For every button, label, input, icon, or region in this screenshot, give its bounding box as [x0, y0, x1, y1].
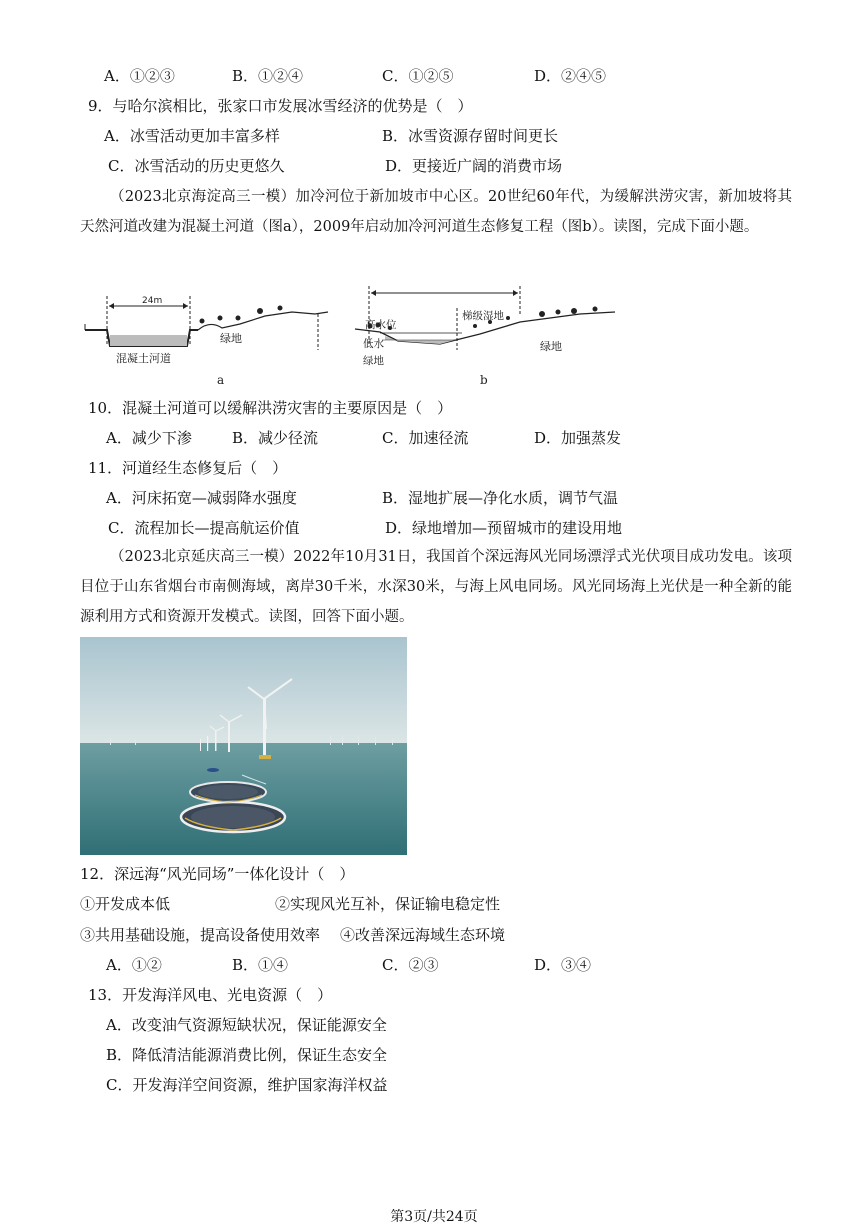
- figure-b-caption: b: [480, 373, 488, 387]
- figure-b-green-left-label: 绿地: [363, 355, 384, 367]
- q12-item-1: ①开发成本低: [80, 895, 171, 913]
- q13-option-c: C．开发海洋空间资源，维护国家海洋权益: [106, 1076, 388, 1094]
- q13-stem: 13．开发海洋风电、光电资源（ ）: [88, 986, 333, 1004]
- q11-option-d: D．绿地增加—预留城市的建设用地: [385, 519, 623, 537]
- page-footer: 第3页/共24页: [390, 1209, 478, 1225]
- q10-stem: 10．混凝土河道可以缓解洪涝灾害的主要原因是（ ）: [88, 399, 453, 417]
- figure-a-channel-label: 混凝土河道: [116, 352, 171, 365]
- passage-offshore-solar: （2023北京延庆高三一模）2022年10月31日，我国首个深远海风光同场漂浮式光伏项目成功发电。该项目位于山东省烟台市南侧海域，离岸30千米，水深30米，与海上风电同场。风光同场海上光伏是一种全新的能源利用方式和资源开发模式。读图，回答下面小题。: [80, 549, 792, 625]
- q12-option-c: C．②③: [382, 956, 439, 974]
- q11-option-a: A．河床拓宽—减弱降水强度: [106, 489, 297, 507]
- q11-stem: 11．河道经生态修复后（ ）: [88, 459, 288, 477]
- figure-a-width-label: 24m: [142, 296, 163, 306]
- q11-option-c: C．流程加长—提高航运价值: [108, 519, 300, 537]
- figure-b-green-right-label: 绿地: [540, 340, 562, 353]
- q9-option-a: A．冰雪活动更加丰富多样: [104, 127, 280, 145]
- figure-b-terrace-wetland-label: 梯级湿地: [462, 310, 504, 322]
- q10-option-d: D．加强蒸发: [534, 429, 622, 447]
- q12-item-4: ④改善深远海域生态环境: [340, 926, 506, 944]
- q10-option-c: C．加速径流: [382, 429, 469, 447]
- figure-a-green-label: 绿地: [220, 332, 242, 345]
- q12-option-a: A．①②: [106, 956, 162, 974]
- q12-item-2: ②实现风光互补，保证输电稳定性: [275, 895, 501, 913]
- passage-kallang-river: （2023北京海淀高三一模）加冷河位于新加坡市中心区。20世纪60年代，为缓解洪涝灾害，新加坡将其天然河道改建为混凝土河道（图a），2009年启动加冷河河道生态修复工程（图b）。读图，完成下面小题。: [80, 189, 792, 235]
- q10-option-b: B．减少径流: [232, 429, 319, 447]
- q11-option-b: B．湿地扩展—净化水质，调节气温: [382, 489, 619, 507]
- q12-option-d: D．③④: [534, 956, 592, 974]
- q12-stem: 12．深远海“风光同场”一体化设计（ ）: [80, 865, 355, 883]
- q13-option-a: A．改变油气资源短缺状况，保证能源安全: [106, 1016, 387, 1034]
- q9-stem: 9．与哈尔滨相比，张家口市发展冰雪经济的优势是（ ）: [88, 97, 473, 115]
- q9-option-b: B．冰雪资源存留时间更长: [382, 127, 559, 145]
- q8-option-a: A．①②③: [104, 67, 175, 85]
- q12-item-3: ③共用基础设施，提高设备使用效率: [80, 926, 321, 944]
- q8-option-d: D．②④⑤: [534, 67, 607, 85]
- q13-option-b: B．降低清洁能源消费比例，保证生态安全: [106, 1046, 388, 1064]
- q9-option-c: C．冰雪活动的历史更悠久: [108, 157, 285, 175]
- q8-option-c: C．①②⑤: [382, 67, 454, 85]
- offshore-wind-solar-photo: [80, 637, 407, 855]
- q9-option-d: D．更接近广阔的消费市场: [385, 157, 563, 175]
- q10-option-a: A．减少下渗: [106, 429, 192, 447]
- figure-a: [85, 296, 328, 350]
- figure-b-low-water-label: 低水: [363, 338, 384, 350]
- figure-a-caption: a: [217, 373, 225, 387]
- river-cross-section-diagrams: [80, 284, 640, 394]
- figure-b-high-water-label: 高水位: [365, 319, 397, 331]
- q12-option-b: B．①④: [232, 956, 289, 974]
- q8-option-b: B．①②④: [232, 67, 304, 85]
